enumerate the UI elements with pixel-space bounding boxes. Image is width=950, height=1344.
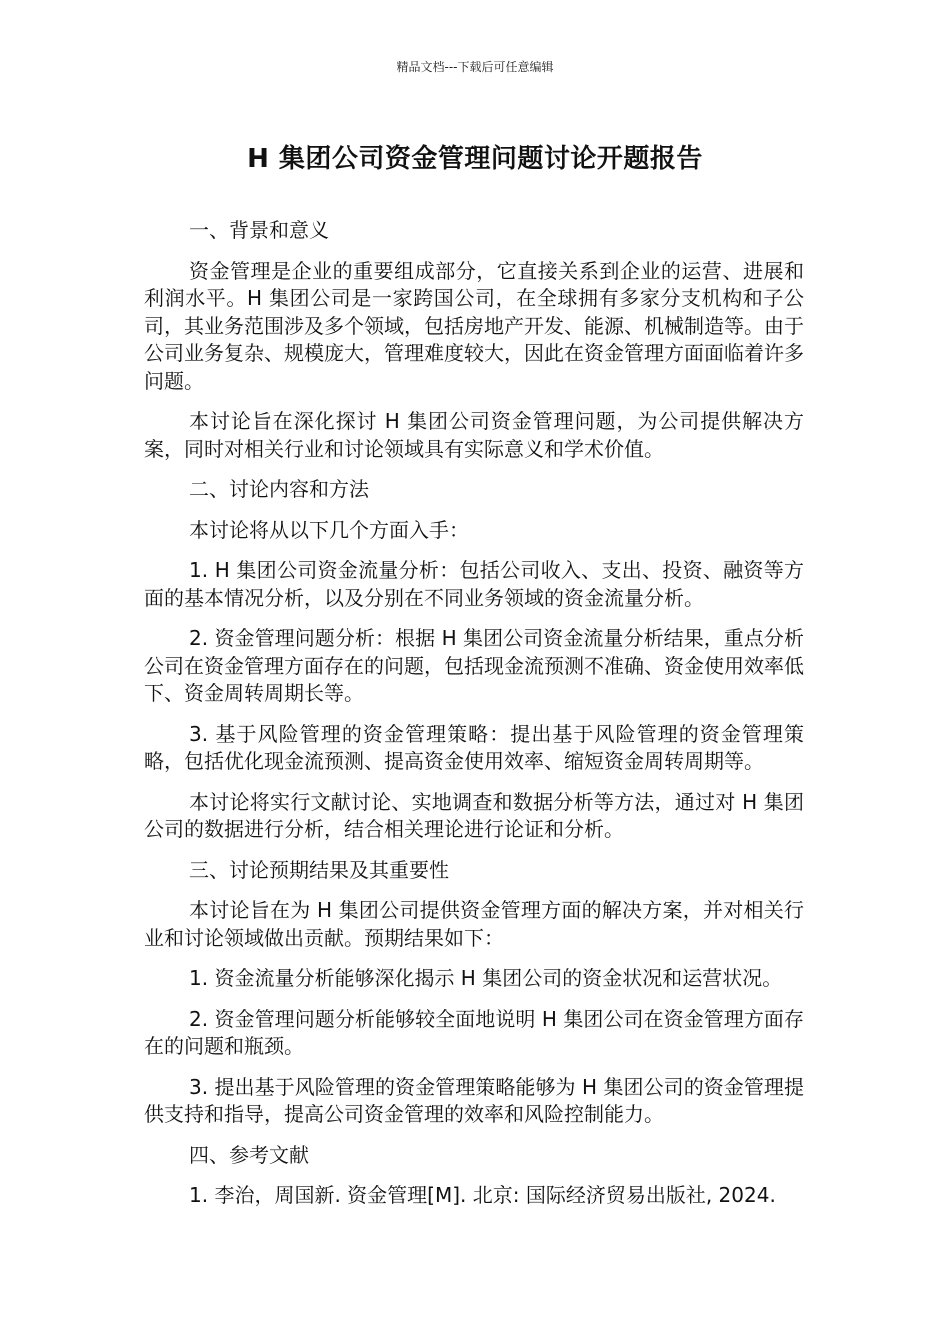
list-item: 1. H 集团公司资金流量分析：包括公司收入、支出、投资、融资等方面的基本情况分析，以及分别在不同业务领域的资金流量分析。 <box>144 558 804 610</box>
paragraph: 资金管理是企业的重要组成部分，它直接关系到企业的运营、进展和利润水平。H 集团公司是一家跨国公司，在全球拥有多家分支机构和子公司，其业务范围涉及多个领域，包括房地产开发、能源、机械制造等。由于公司业务复杂、规模庞大，管理难度较大，因此在资金管理方面面临着许多问题。 <box>144 258 804 393</box>
section-heading: 一、背景和意义 <box>189 218 329 242</box>
header-watermark: 精品文档---下载后可任意编辑 <box>396 60 554 74</box>
list-item: 3. 基于风险管理的资金管理策略：提出基于风险管理的资金管理策略，包括优化现金流预测、提高资金使用效率、缩短资金周转周期等。 <box>144 721 804 773</box>
paragraph: 本讨论旨在深化探讨 H 集团公司资金管理问题，为公司提供解决方案，同时对相关行业和讨论领域具有实际意义和学术价值。 <box>144 409 804 461</box>
paragraph: 本讨论将实行文献讨论、实地调查和数据分析等方法，通过对 H 集团公司的数据进行分析，结合相关理论进行论证和分析。 <box>144 789 804 841</box>
list-item: 1. 资金流量分析能够深化揭示 H 集团公司的资金状况和运营状况。 <box>189 966 783 990</box>
section-heading: 二、讨论内容和方法 <box>189 477 369 501</box>
section-heading: 四、参考文献 <box>189 1142 309 1167</box>
reference-item: 1. 李治，周国新. 资金管理[M]. 北京: 国际经济贸易出版社, 2024. <box>189 1183 776 1207</box>
list-item: 3. 提出基于风险管理的资金管理策略能够为 H 集团公司的资金管理提供支持和指导，提高公司资金管理的效率和风险控制能力。 <box>144 1074 804 1126</box>
paragraph: 本讨论旨在为 H 集团公司提供资金管理方面的解决方案，并对相关行业和讨论领域做出贡献。预期结果如下： <box>144 898 804 950</box>
section-heading: 三、讨论预期结果及其重要性 <box>189 857 449 882</box>
document-title: H 集团公司资金管理问题讨论开题报告 <box>247 144 703 174</box>
list-item: 2. 资金管理问题分析能够较全面地说明 H 集团公司在资金管理方面存在的问题和瓶颈。 <box>144 1006 804 1058</box>
paragraph: 本讨论将从以下几个方面入手： <box>189 517 469 542</box>
list-item: 2. 资金管理问题分析：根据 H 集团公司资金流量分析结果，重点分析公司在资金管理方面存在的问题，包括现金流预测不准确、资金使用效率低下、资金周转周期长等。 <box>144 626 804 705</box>
document-body <box>144 217 804 1223</box>
